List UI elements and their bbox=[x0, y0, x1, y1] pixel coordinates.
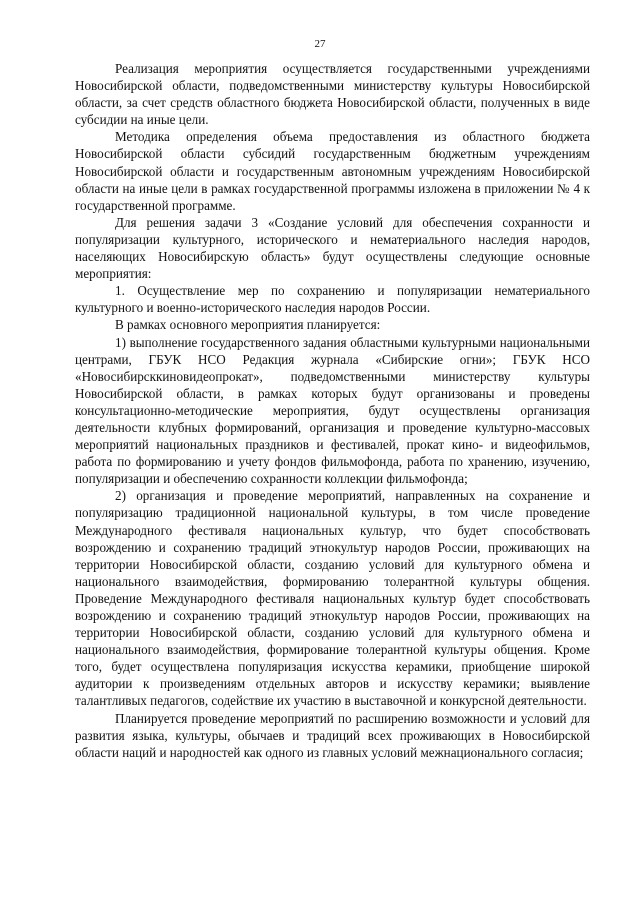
paragraph-task-3: Для решения задачи 3 «Создание условий для обеспечения сохранности и популяризации культурного, исторического и нематериального наследия народов, населяющих Новосибирскую область» будут осуществлены следующие основные мероприятия: bbox=[75, 214, 590, 282]
paragraph-methodology: Методика определения объема предоставления из областного бюджета Новосибирской области субсидий государственным бюджетным учреждениям Новосибирской области и государственным автономным учреждениям Новосибирской области на иные цели в рамках государственной программы изложена в приложении № 4 к государственной программе. bbox=[75, 129, 590, 213]
list-item-2: 2) организация и проведение мероприятий, направленных на сохранение и популяризацию традиционной национальной культуры, в том числе проведение Международного фестиваля национальных культур, что будет способствовать возрождению и сохранению традиций этнокультур народов России, проживающих на территории Новосибирской области, созданию условий для культурного обмена и национального взаимодействия, формированию толерантной культуры общения. Проведение Международного фестиваля национальных культур будет способствовать возрождению и сохранению традиций этнокультур народов России, проживающих на территории Новосибирской области, созданию условий для культурного обмена и национального взаимодействия, формирование толерантной культуры общения. Кроме того, будет осуществлена популяризация искусства керамики, приобщение широкой аудитории к произведениям отдельных авторов и искусству керамики; выявление талантливых педагогов, содействие их участию в выставочной и конкурсной деятельности. bbox=[75, 488, 590, 709]
document-body bbox=[75, 60, 590, 761]
paragraph-planned-events: Планируется проведение мероприятий по расширению возможности и условий для развития языка, культуры, обычаев и традиций всех проживающих в Новосибирской области наций и народностей как одного из главных условий межнационального согласия; bbox=[75, 710, 590, 760]
paragraph-main-activity-1: 1. Осуществление мер по сохранению и популяризации нематериального культурного и военно-исторического наследия народов России. bbox=[75, 283, 590, 316]
list-item-1: 1) выполнение государственного задания областными культурными национальными центрами, ГБУК НСО Редакция журнала «Сибирские огни»; ГБУК НСО «Новосибирсккиновидеопрокат», подведомственными министерству культуры Новосибирской области, в рамках которых будут организованы и проведены консультационно-методические мероприятия, будут осуществлены организация деятельности клубных формирований, организация и проведение культурно-массовых мероприятий национальных праздников и фестивалей, прокат кино- и видеофильмов, работа по формированию и учету фондов фильмофонда, работа по хранению, изучению, популяризации и обеспечению сохранности коллекции фильмофонда; bbox=[75, 334, 590, 487]
page-number: 27 bbox=[314, 38, 326, 50]
paragraph-implementation: Реализация мероприятия осуществляется государственными учреждениями Новосибирской области, подведомственными министерству культуры Новосибирской области, за счет средств областного бюджета Новосибирской области, полученных в виде субсидии на иные цели. bbox=[75, 61, 590, 128]
paragraph-planned-intro: В рамках основного мероприятия планируется: bbox=[115, 317, 381, 333]
